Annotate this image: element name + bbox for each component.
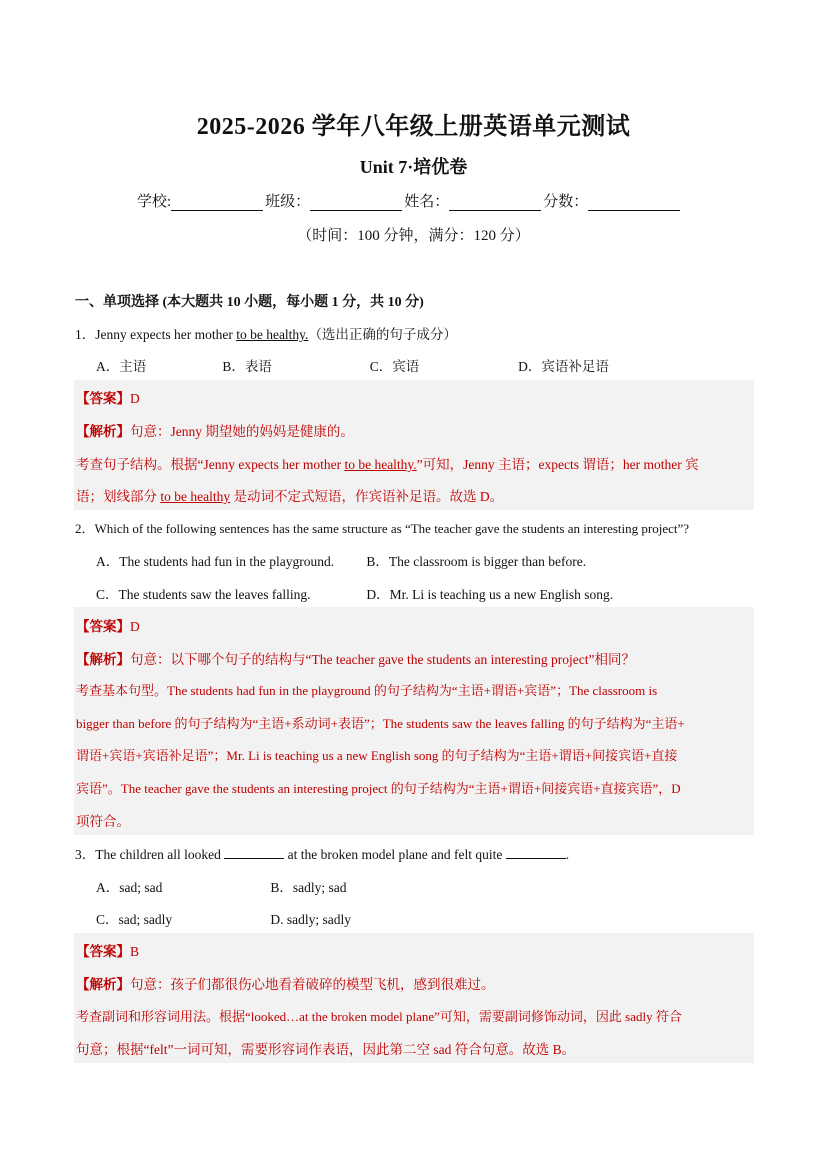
name-blank[interactable] — [449, 193, 541, 211]
q1-analysis-3u: to be healthy — [160, 489, 231, 504]
q1-option-a[interactable]: A．主语 — [96, 359, 147, 374]
question-1-options — [96, 355, 609, 375]
question-3-options-row1 — [96, 876, 347, 896]
question-2-options-row1 — [96, 550, 586, 570]
q1-analysis-2 — [76, 453, 699, 473]
q1-option-c[interactable]: C．宾语 — [369, 359, 420, 374]
q2-option-b[interactable]: B．The classroom is bigger than before. — [366, 554, 587, 569]
school-label: 学校: — [137, 194, 172, 210]
name-label: 姓名： — [404, 194, 450, 210]
q3-stem-b: at the broken model plane and felt quite — [284, 847, 506, 862]
time-note: （时间：100 分钟，满分：120 分） — [297, 228, 530, 244]
q3-option-d[interactable]: D. sadly; sadly — [270, 912, 351, 927]
q3-option-a[interactable]: A．sad; sad — [96, 880, 163, 895]
q1-analysis-2u: to be healthy. — [344, 457, 417, 472]
question-3-options-row2 — [96, 908, 351, 928]
q1-stem-text: 1．Jenny expects her mother — [75, 327, 237, 342]
q3-stem-a: 3．The children all looked — [75, 847, 225, 862]
q3-analysis-2: 考查副词和形容词用法。根据“looked…at the broken model plane”可知，需要副词修饰动词，因此 sadly 符合 — [76, 1009, 682, 1024]
exam-subtitle: Unit 7·培优卷 — [359, 157, 468, 177]
q2-analysis-2: 考查基本句型。The students had fun in the playground 的句子结构为“主语+谓语+宾语”；The classroom is — [76, 683, 658, 698]
question-2-stem: 2．Which of the following sentences has the same structure as “The teacher gave the students an interesting project”? — [75, 521, 690, 536]
q1-option-b[interactable]: B．表语 — [222, 359, 272, 374]
q3-blank-2[interactable] — [506, 846, 566, 859]
q2-answer-value: D — [130, 619, 140, 634]
q3-analysis-3: 句意；根据“felt”一词可知，需要形容词作表语，因此第二空 sad 符合句意。故选 B。 — [76, 1042, 576, 1057]
school-blank[interactable] — [171, 193, 263, 211]
score-label: 分数： — [543, 194, 589, 210]
q2-option-a[interactable]: A．The students had fun in the playground. — [96, 554, 335, 569]
q3-answer-value: B — [130, 944, 140, 959]
question-3-stem — [75, 843, 569, 863]
q2-option-d[interactable]: D．Mr. Li is teaching us a new English song. — [366, 587, 614, 602]
q2-analysis-1 — [76, 648, 635, 668]
q1-analysis-3a: 语；划线部分 — [76, 489, 161, 504]
class-blank[interactable] — [310, 193, 402, 211]
section-heading: 一、单项选择 (本大题共 10 小题，每小题 1 分，共 10 分) — [75, 295, 424, 310]
q1-option-d[interactable]: D．宾语补足语 — [518, 359, 609, 374]
q1-analysis-tag: 【解析】 — [76, 424, 130, 439]
q1-answer — [76, 387, 140, 407]
q1-analysis-2b: ”可知，Jenny 主语；expects 谓语；her mother 宾 — [416, 457, 699, 472]
q3-blank-1[interactable] — [224, 846, 284, 859]
q2-answer-block — [74, 607, 754, 835]
q3-analysis-text-1: 句意：孩子们都很伤心地看着破碎的模型飞机，感到很难过。 — [130, 977, 495, 992]
score-blank[interactable] — [588, 193, 680, 211]
q3-analysis-tag: 【解析】 — [76, 977, 130, 992]
question-2-options-row2 — [96, 583, 613, 603]
q1-analysis-2a: 考查句子结构。根据“Jenny expects her mother — [76, 457, 345, 472]
student-info-line — [137, 190, 682, 211]
q2-analysis-tag: 【解析】 — [76, 652, 130, 667]
q1-analysis-1 — [76, 420, 354, 440]
exam-title: 2025-2026 学年八年级上册英语单元测试 — [196, 114, 631, 140]
q1-analysis-3b: 是动词不定式短语，作宾语补足语。故选 D。 — [230, 489, 504, 504]
q2-analysis-3: bigger than before 的句子结构为“主语+系动词+表语”；The students saw the leaves falling 的句子结构为“主语+ — [76, 716, 685, 731]
q2-analysis-6: 项符合。 — [76, 814, 130, 829]
q3-option-b[interactable]: B．sadly; sad — [270, 880, 347, 895]
q1-analysis-3 — [76, 485, 503, 505]
q2-analysis-5: 宾语”。The teacher gave the students an interesting project 的句子结构为“主语+谓语+间接宾语+直接宾语”，D — [76, 781, 681, 796]
q1-answer-tag: 【答案】 — [76, 391, 130, 406]
q1-underlined: to be healthy. — [236, 327, 309, 342]
q2-option-c[interactable]: C．The students saw the leaves falling. — [96, 587, 311, 602]
q3-stem-c: . — [565, 847, 570, 862]
class-label: 班级： — [265, 194, 311, 210]
q3-option-c[interactable]: C．sad; sadly — [96, 912, 173, 927]
q2-answer-tag: 【答案】 — [76, 619, 130, 634]
question-1-stem — [75, 323, 457, 343]
q2-analysis-text-1: 句意：以下哪个句子的结构与“The teacher gave the students an interesting project”相同？ — [130, 652, 635, 667]
q3-answer — [76, 940, 139, 960]
q1-analysis-text-1: 句意：Jenny 期望她的妈妈是健康的。 — [130, 424, 354, 439]
q3-analysis-1 — [76, 973, 495, 993]
q1-instruction: （选出正确的句子成分） — [308, 327, 457, 342]
q2-analysis-4: 谓语+宾语+宾语补足语”；Mr. Li is teaching us a new English song 的句子结构为“主语+谓语+间接宾语+直接 — [76, 748, 678, 763]
q3-answer-tag: 【答案】 — [76, 944, 130, 959]
q1-answer-value: D — [130, 391, 140, 406]
q1-answer-block — [74, 380, 754, 510]
q3-answer-block — [74, 933, 754, 1063]
q2-answer — [76, 615, 140, 635]
